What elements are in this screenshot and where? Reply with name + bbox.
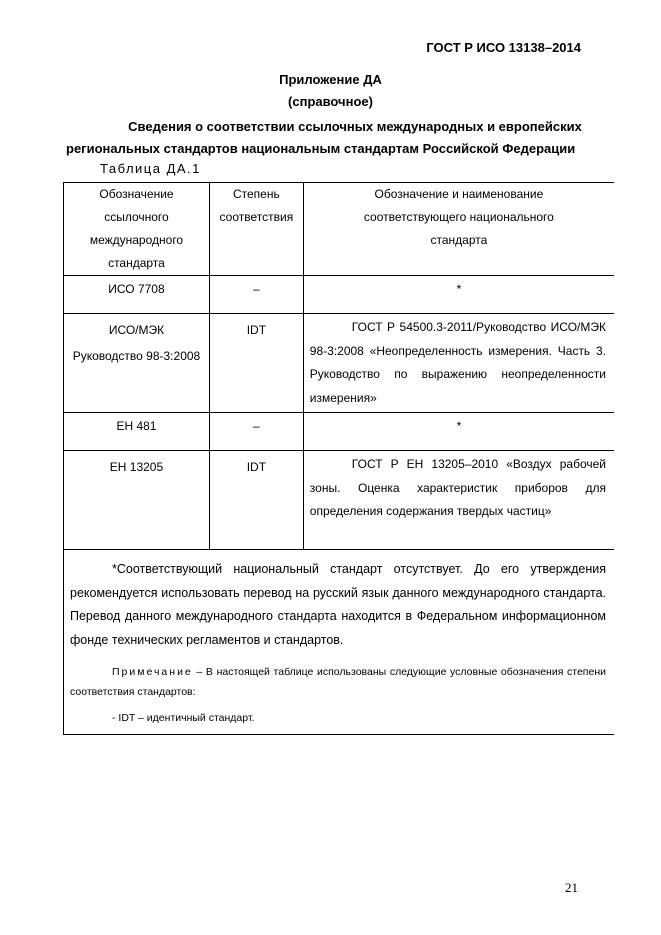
note-cell [64,550,615,735]
remark-text: – В настоящей таблице использованы следующие условные обозначения степени соответствия стандартов: [70,666,606,698]
ref-text: ЕН 481 [116,419,157,433]
cell-degree: IDT [209,451,303,550]
header-text: международного [89,233,184,247]
header-text: соответствующего национального [363,210,554,224]
idt-definition: - IDT – идентичный стандарт. [112,712,255,724]
cell-ref [64,314,210,413]
document-code: ГОСТ Р ИСО 13138–2014 [426,40,581,55]
ref-text: ЕН 13205 [109,460,164,474]
table-row [64,276,615,314]
ref-text: Руководство 98-3:2008 [72,349,201,363]
appendix-heading [66,116,614,160]
heading-line-1: Сведения о соответствии ссылочных международных и европейских [128,119,582,134]
page-number: 21 [565,880,578,895]
cell-national: * [303,276,614,314]
appendix-subtitle: (справочное) [288,94,373,109]
header-text: стандарта [430,233,488,247]
header-text: стандарта [108,256,165,270]
table-header-row [64,183,615,276]
cell-national: ГОСТ Р ЕН 13205–2010 «Воздух рабочей зоны. Оценка характеристик приборов для определения содержания твердых частиц» [303,451,614,550]
heading-line-2: региональных стандартов национальным стандартам Российской Федерации [66,141,576,156]
cell-ref [64,451,210,550]
correspondence-table [63,182,614,735]
cell-degree: – [209,276,303,314]
table-row [64,314,615,413]
ref-text: ИСО/МЭК [108,323,165,337]
remark-label: Примечание [112,666,193,678]
ref-text: ИСО 7708 [108,282,165,296]
header-ref-standard [64,183,210,276]
table-note-row [64,550,615,735]
header-text: соответствия [219,210,294,224]
cell-national: ГОСТ Р 54500.3-2011/Руководство ИСО/МЭК 98-3:2008 «Неопределенность измерения. Часть 3. Руководство по выражению неопределенности измерения» [303,314,614,413]
header-degree [209,183,303,276]
header-text: Обозначение [99,187,174,201]
cell-degree: – [209,413,303,451]
footnote: *Соответствующий национальный стандарт отсутствует. До его утверждения рекомендуется использовать перевод на русский язык данного международного стандарта. Перевод данного международного стандарта находится в Федеральном информационном фонде технических регламентов и стандартов. [70,562,606,647]
table-row [64,451,615,550]
table-caption: Таблица ДА.1 [100,161,201,176]
header-text: Обозначение и наименование [374,187,544,201]
appendix-title: Приложение ДА [279,72,382,87]
cell-ref [64,276,210,314]
cell-degree: IDT [209,314,303,413]
header-text: Степень [232,187,280,201]
remark [70,662,606,702]
cell-national: * [303,413,614,451]
table-row [64,413,615,451]
header-text: ссылочного [104,210,169,224]
header-national-standard [303,183,614,276]
cell-ref [64,413,210,451]
